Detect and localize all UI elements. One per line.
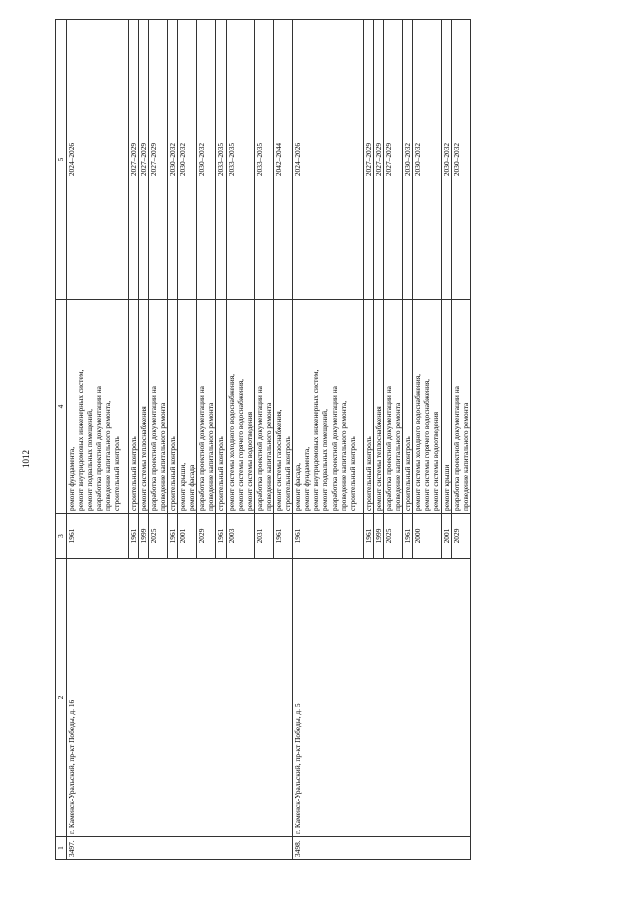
work-line: разработка проектной документации на	[451, 386, 461, 511]
header-col-1: 1	[56, 837, 67, 860]
work-line: проведение капитального ремонта,	[103, 400, 113, 511]
period-cell: 2027–2029	[373, 20, 383, 300]
work-line: разработка проектной документации на	[384, 386, 393, 511]
work-line: проведение капитального ремонта	[393, 402, 403, 511]
year-cell: 2025	[384, 514, 403, 559]
year-cell: 2029	[451, 514, 470, 559]
year-cell: 1961	[273, 514, 292, 559]
table-body	[67, 20, 471, 860]
work-cell	[67, 300, 129, 514]
work-line: ремонт фундамента,	[302, 446, 312, 511]
work-line: разработка проектной документации на	[254, 386, 264, 511]
work-cell	[413, 300, 441, 514]
year-cell: 2000	[413, 514, 441, 559]
year-cell: 1961	[403, 514, 413, 559]
period-cell: 2030–2032	[441, 20, 451, 300]
work-line: ремонт системы газоснабжения,	[273, 409, 283, 511]
year-cell: 1961	[167, 514, 177, 559]
period-cell: 2033–2035	[216, 20, 226, 300]
work-cell	[128, 300, 138, 514]
work-cell	[254, 300, 273, 514]
year-cell: 1961	[67, 514, 129, 559]
rotated-table-page	[55, 45, 588, 860]
work-line: проведение капитального ремонта	[263, 402, 273, 511]
work-line: строительный контроль	[167, 436, 177, 511]
year-cell: 1999	[138, 514, 148, 559]
year-cell: 2001	[441, 514, 451, 559]
table-row	[293, 20, 364, 860]
period-cell: 2027–2029	[138, 20, 148, 300]
work-line: строительный контроль	[128, 436, 138, 511]
header-row	[56, 20, 67, 860]
period-cell: 2033–2035	[254, 20, 273, 300]
work-line: проведение капитального ремонта,	[338, 400, 348, 511]
year-cell: 2029	[197, 514, 216, 559]
work-line: ремонт подвальных помещений,	[85, 409, 95, 511]
period-cell: 2030–2032	[178, 20, 197, 300]
work-line: строительный контроль	[347, 436, 357, 511]
work-line: ремонт внутридомовых инженерных систем,	[311, 369, 321, 511]
work-cell	[273, 300, 292, 514]
work-line: ремонт системы теплоснабжения	[138, 406, 148, 511]
work-line: ремонт системы водоотведения	[244, 411, 254, 511]
work-line: ремонт фасада	[187, 464, 197, 511]
work-cell	[138, 300, 148, 514]
year-cell: 2001	[178, 514, 197, 559]
work-cell	[384, 300, 403, 514]
period-cell: 2024–2026	[293, 20, 364, 300]
record-address: г. Каменск-Уральский, пр-кт Победы, д. 5	[293, 559, 471, 837]
period-cell: 2030–2032	[451, 20, 470, 300]
work-line: ремонт системы водоотведения	[431, 411, 441, 511]
record-address: г. Каменск-Уральский, пр-кт Победы, д. 16	[67, 559, 293, 837]
work-cell	[167, 300, 177, 514]
period-cell: 2027–2029	[384, 20, 403, 300]
work-cell	[226, 300, 254, 514]
period-cell: 2030–2032	[197, 20, 216, 300]
work-line: проведение капитального ремонта	[206, 402, 216, 511]
work-cell	[451, 300, 470, 514]
period-cell: 2042–2044	[273, 20, 292, 300]
work-cell	[148, 300, 167, 514]
period-cell: 2030–2032	[413, 20, 441, 300]
work-line: строительный контроль	[363, 436, 373, 511]
period-cell: 2027–2029	[148, 20, 167, 300]
work-line: ремонт системы горячего водоснабжения,	[235, 378, 245, 511]
work-line: проведение капитального ремонта	[157, 402, 167, 511]
header-col-5: 5	[56, 20, 67, 300]
work-line: строительный контроль	[403, 436, 413, 511]
work-cell	[403, 300, 413, 514]
work-line: ремонт системы теплоснабжения	[373, 406, 383, 511]
work-line: ремонт крыши,	[178, 462, 188, 511]
period-cell: 2030–2032	[403, 20, 413, 300]
work-line: разработка проектной документации на	[148, 386, 158, 511]
page-number: 1012	[21, 450, 31, 468]
repair-schedule-table	[55, 19, 471, 860]
work-line: ремонт фундамента,	[67, 446, 76, 511]
period-cell: 2030–2032	[167, 20, 177, 300]
work-line: строительный контроль	[216, 436, 226, 511]
work-line: строительный контроль	[283, 436, 293, 511]
work-line: разработка проектной документации на	[329, 386, 339, 511]
work-line: ремонт системы холодного водоснабжения,	[226, 374, 236, 511]
header-col-2: 2	[56, 559, 67, 837]
header-col-4: 4	[56, 300, 67, 514]
year-cell: 2025	[148, 514, 167, 559]
year-cell: 1961	[363, 514, 373, 559]
work-cell	[293, 300, 364, 514]
work-line: ремонт подвальных помещений,	[320, 409, 330, 511]
work-cell	[441, 300, 451, 514]
record-number: 3497.	[67, 837, 293, 860]
work-line: ремонт фасада,	[293, 463, 303, 511]
year-cell: 1999	[373, 514, 383, 559]
work-line: проведение капитального ремонта	[460, 402, 470, 511]
period-cell: 2024–2026	[67, 20, 129, 300]
year-cell: 1961	[216, 514, 226, 559]
work-cell	[178, 300, 197, 514]
work-cell	[363, 300, 373, 514]
work-cell	[197, 300, 216, 514]
work-line: разработка проектной документации на	[197, 386, 207, 511]
year-cell: 1961	[293, 514, 364, 559]
period-cell: 2033–2035	[226, 20, 254, 300]
work-line: строительный контроль	[112, 436, 122, 511]
work-cell	[216, 300, 226, 514]
period-cell: 2027–2029	[128, 20, 138, 300]
work-line: разработка проектной документации на	[94, 386, 104, 511]
header-col-3: 3	[56, 514, 67, 559]
record-number: 3498.	[293, 837, 471, 860]
work-line: ремонт системы холодного водоснабжения,	[413, 374, 423, 511]
work-line: ремонт внутридомовых инженерных систем,	[76, 369, 86, 511]
period-cell: 2027–2029	[363, 20, 373, 300]
work-line: ремонт системы горячего водоснабжения,	[422, 378, 432, 511]
year-cell: 2031	[254, 514, 273, 559]
year-cell: 2003	[226, 514, 254, 559]
work-line: ремонт крыши	[441, 464, 451, 511]
table-row	[67, 20, 129, 860]
work-cell	[373, 300, 383, 514]
year-cell: 1961	[128, 514, 138, 559]
